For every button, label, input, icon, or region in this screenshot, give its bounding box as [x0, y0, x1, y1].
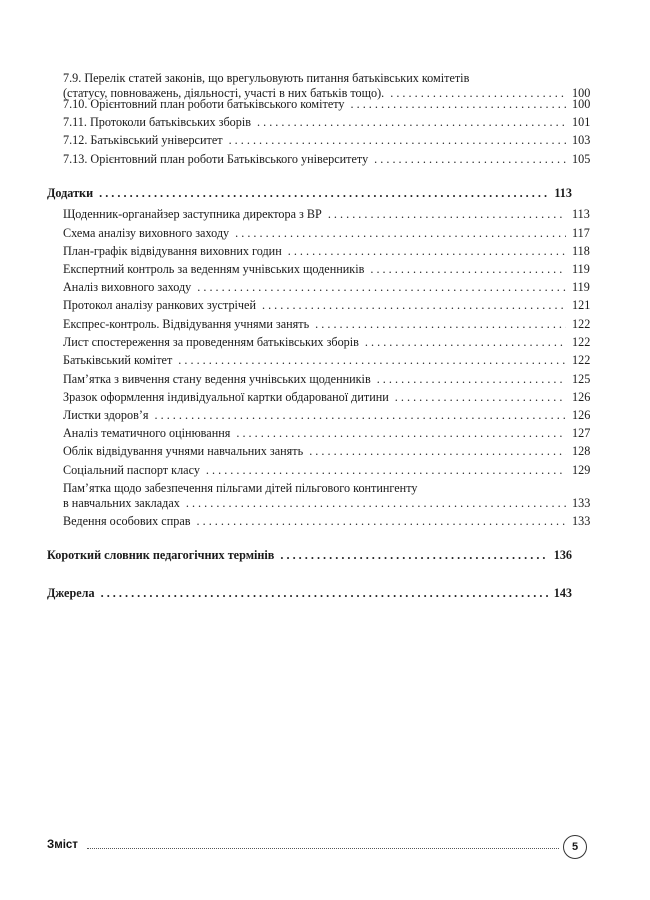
- dot-leader: [328, 207, 566, 222]
- toc-entry: Пам’ятка з вивчення стану ведення учнівських щоденників . . . 125: [63, 372, 572, 387]
- toc-entry: Зразок оформлення індивідуальної картки обдарованої дитини . . . 126: [63, 390, 572, 405]
- toc-entry: План-графік відвідування виховних годин . . . 118: [63, 244, 572, 259]
- toc-entry-title: Схема аналізу виховного заходу: [63, 226, 230, 240]
- toc-entry: 7.11. Протоколи батьківських зборів . . . 101: [63, 115, 572, 130]
- footer-dotted-rule: [87, 848, 559, 849]
- dot-leader: [257, 115, 566, 130]
- toc-entry-title: (статусу, повноважень, діяльності, участі в них батьків тощо).: [63, 86, 385, 100]
- dot-leader: [229, 133, 566, 148]
- toc-entry: Аналіз виховного заходу . . . 119: [63, 280, 572, 295]
- toc-entry-title: Короткий словник педагогічних термінів: [47, 548, 275, 562]
- dot-leader: [370, 262, 566, 277]
- toc-entry: Схема аналізу виховного заходу . . . 117: [63, 226, 572, 241]
- dot-leader: [351, 97, 566, 112]
- toc-entry: Експрес-контроль. Відвідування учнями занять . . . 122: [63, 317, 572, 332]
- toc-entry-title: Протокол аналізу ранкових зустрічей: [63, 298, 256, 312]
- dot-leader: [309, 444, 566, 459]
- toc-entry-title: Лист спостереження за проведенням батьківських зборів: [63, 335, 359, 349]
- toc-entry: Лист спостереження за проведенням батьківських зборів . . . 122: [63, 335, 572, 350]
- toc-entry: 7.12. Батьківський університет . . . 103: [63, 133, 572, 148]
- toc-entry-title: Ведення особових справ: [63, 514, 191, 528]
- dot-leader: [235, 226, 566, 241]
- toc-entry-title: Пам’ятка щодо забезпечення пільгами дітей пільгового контингенту: [63, 481, 418, 495]
- dot-leader: [101, 586, 548, 601]
- dot-leader: [395, 390, 566, 405]
- toc-entry-title: Листки здоров’я: [63, 408, 149, 422]
- dot-leader: [377, 372, 566, 387]
- dot-leader: [236, 426, 566, 441]
- toc-entry-title: Облік відвідування учнями навчальних занять: [63, 444, 304, 458]
- toc-entry-title: 7.10. Орієнтовний план роботи батьківського комітету: [63, 97, 345, 111]
- toc-entry: Протокол аналізу ранкових зустрічей . . . 121: [63, 298, 572, 313]
- toc-entry: Батьківський комітет . . . 122: [63, 353, 572, 368]
- dot-leader: [374, 152, 566, 167]
- toc-entry-title: Соціальний паспорт класу: [63, 463, 200, 477]
- toc-section-entry: [47, 586, 572, 601]
- toc-entry: Листки здоров’я . . . 126: [63, 408, 572, 423]
- dot-leader: [365, 335, 566, 350]
- dot-leader: [178, 353, 566, 368]
- toc-entry-title: Джерела: [47, 586, 95, 600]
- toc-entry: Соціальний паспорт класу . . . 129: [63, 463, 572, 478]
- dot-leader: [315, 317, 566, 332]
- toc-entry-title: Аналіз виховного заходу: [63, 280, 192, 294]
- page-footer: [47, 838, 587, 858]
- toc-entry: 7.9. Перелік статей законів, що врегульовують питання батьківських комітетів (статусу, повноважень, діяльності, участі в них батьків тощо). . . . 100: [63, 71, 572, 101]
- toc-entry-title: 7.9. Перелік статей законів, що врегульовують питання батьківських комітетів: [63, 71, 470, 85]
- toc-entry: 7.10. Орієнтовний план роботи батьківського комітету . . . 100: [63, 97, 572, 112]
- toc-entry-title: 7.13. Орієнтовний план роботи Батьківського університету: [63, 152, 369, 166]
- toc-entry: Облік відвідування учнями навчальних занять . . . 128: [63, 444, 572, 459]
- toc-section-entry: [47, 548, 572, 563]
- footer-section-title: Зміст: [47, 839, 78, 851]
- toc-entry-title: План-графік відвідування виховних годин: [63, 244, 282, 258]
- dot-leader: [280, 548, 547, 563]
- toc-entry-title: Зразок оформлення індивідуальної картки обдарованої дитини: [63, 390, 389, 404]
- page-number-badge: [563, 835, 587, 859]
- dot-leader: [197, 280, 566, 295]
- page-number: 5: [571, 841, 579, 853]
- toc-page-number: 113: [554, 186, 572, 200]
- toc-entry: Пам’ятка щодо забезпечення пільгами дітей пільгового контингенту в навчальних закладах . . . 133: [63, 481, 572, 511]
- dot-leader: [262, 298, 566, 313]
- toc-entry: Щоденник-органайзер заступника директора з ВР . . . 113: [63, 207, 572, 222]
- dot-leader: [197, 514, 567, 529]
- toc-entry-title: Додатки: [47, 186, 94, 200]
- toc-entry: Аналіз тематичного оцінювання . . . 127: [63, 426, 572, 441]
- toc-entry-title: Аналіз тематичного оцінювання: [63, 426, 231, 440]
- toc-entry-title: Експрес-контроль. Відвідування учнями занять: [63, 317, 310, 331]
- toc-section-entry: [47, 186, 572, 201]
- toc-entry: Експертний контроль за веденням учнівських щоденників . . . 119: [63, 262, 572, 277]
- toc-entry-title: 7.11. Протоколи батьківських зборів: [63, 115, 252, 129]
- toc-entry-title: Щоденник-органайзер заступника директора з ВР: [63, 207, 322, 221]
- dot-leader: [186, 496, 566, 511]
- toc-entry: 7.13. Орієнтовний план роботи Батьківського університету . . . 105: [63, 152, 572, 167]
- toc-entry-title: Пам’ятка з вивчення стану ведення учнівських щоденників: [63, 372, 371, 386]
- dot-leader: [206, 463, 566, 478]
- toc-entry-title: Батьківський комітет: [63, 353, 173, 367]
- toc-entry-title: 7.12. Батьківський університет: [63, 133, 223, 147]
- toc-entry: Ведення особових справ . . . 133: [63, 514, 572, 529]
- toc-entry-title: Експертний контроль за веденням учнівських щоденників: [63, 262, 365, 276]
- dot-leader: [288, 244, 566, 259]
- dot-leader: [155, 408, 566, 423]
- toc-page-number: 143: [553, 586, 572, 600]
- toc-page-number: 136: [553, 548, 572, 562]
- toc-entry-title: в навчальних закладах: [63, 496, 180, 510]
- dot-leader: [99, 186, 548, 201]
